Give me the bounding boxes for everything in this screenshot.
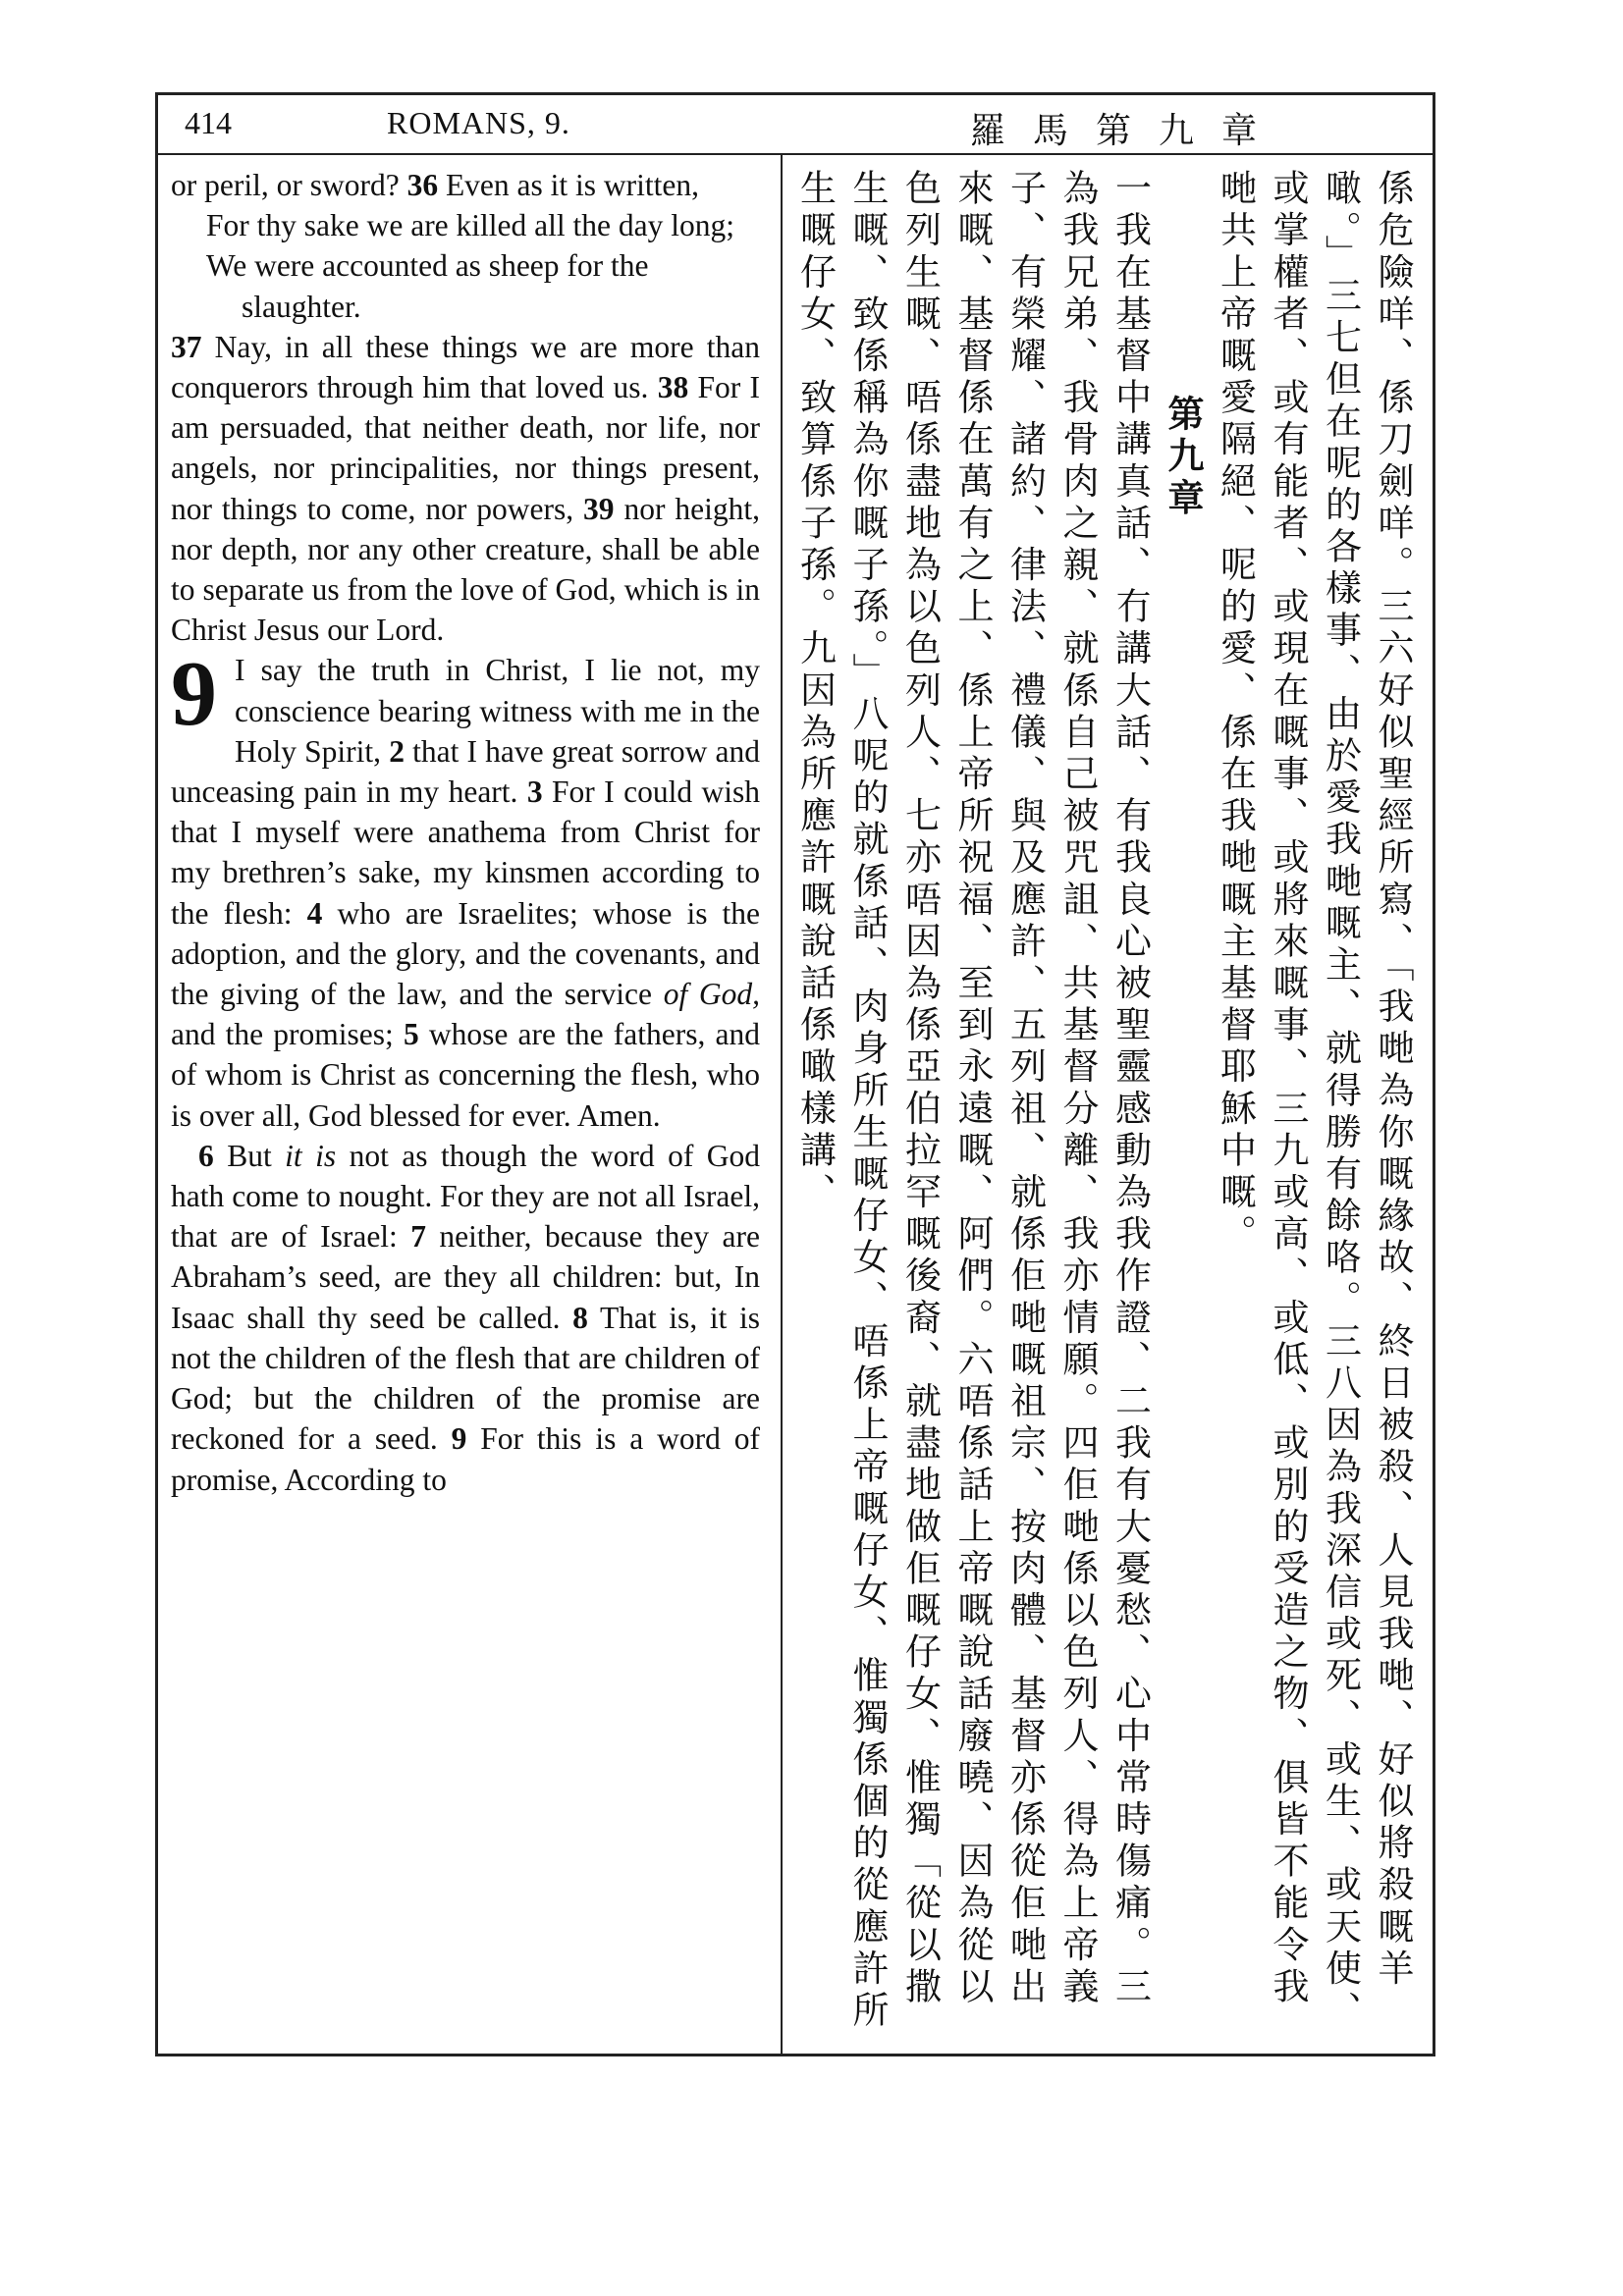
verse-number: 4 [306,895,323,931]
verse-number: 37 [171,329,202,364]
verse-number: 6 [198,1138,214,1173]
verse-paragraph: or peril, or sword? 36 Even as it is written, [171,168,700,202]
english-column [171,165,760,1500]
chapter-paragraph: 9 I say the truth in Christ, I lie not, my conscience bearing witness with me in the Holy Spirit, 2 that I have great sorrow and unceasing pain in my heart. 3 For I could wish that I myself were anathema from Christ for my brethren’s sake, my kinsmen according to the flesh: 4 who are Israelites; whose is the adoption, and the glory, and the covenants, and the giving of the law, and the service of God, and the promises; 5 whose are the fathers, and of whom is Christ as concerning the flesh, who is over all, God blessed for ever. Amen. [171,643,761,1133]
verse-number: 38 [657,370,689,405]
page-header [155,95,1433,152]
chinese-chapter-heading: 第九章 [1162,395,1204,520]
header-rule [155,153,1433,155]
chinese-running-title: 羅馬第九章 [970,111,1285,151]
chinese-verses-chapter-9: 一我在基督中講真話、冇講大話、有我良心被聖靈感動為我作證、二我有大憂愁、心中常時傷痛。三為我兄弟、我骨肉之親、就係自己被咒詛、共基督分離、我亦情願。四佢哋係以色列人、得為上帝義子、有榮耀、諸約、律法、禮儀、與及應許、五列祖、就係佢哋嘅祖宗、按肉體、基督亦係從佢哋出來嘅、基督係在萬有之上、係上帝所祝福、至到永遠嘅、阿們。六唔係話上帝嘅說話廢曉、因為從以色列生嘅、唔係盡地為以色列人、七亦唔因為係亞伯拉罕嘅後裔、就盡地做佢嘅仔女、惟獨「從以撒生嘅、致係稱為你嘅子孫。」八呢的就係話、肉身所生嘅仔女、唔係上帝嘅仔女、惟獨係個的從應許所生嘅仔女、致算係子孫。九因為所應許嘅說話係噉樣講、 [793,169,1152,2033]
verse-number: 8 [572,1300,588,1335]
chinese-verses-prev-chapter: 係危險咩、係刀劍咩。三六好似聖經所寫、「我哋為你嘅緣故、終日被殺、人見我哋、好似將殺嘅羊噉。」三七但在呢的各樣事、由於愛我哋嘅主、就得勝有餘咯。三八因為我深信或死、或生、或天使、或掌權者、或有能者、或現在嘅事、或將來嘅事、三九或高、或低、或別的受造之物、俱皆不能令我哋共上帝嘅愛隔絕、呢的愛、係在我哋嘅主基督耶穌中嘅。 [1214,169,1414,2033]
verse-number: 9 [451,1421,467,1457]
verse-number: 36 [406,168,439,202]
page-number: 414 [185,105,232,140]
column-divider [781,153,783,2054]
verse-number: 39 [583,491,615,526]
verse-number: 5 [403,1017,419,1052]
verse-paragraph: 37 Nay, in all these things we are more than conquerors through him that loved us. 38 For I am persuaded, that neither death, nor life, nor angels, nor principalities, nor things present, nor things to come, nor powers, 39 nor height, nor depth, nor any other creature, shall be able to separate us from the love of God, which is in Christ Jesus our Lord. [171,329,761,648]
running-title: ROMANS, 9. [387,105,570,140]
quotation-line: For thy sake we are killed all the day long; [206,208,734,243]
quotation-line: We were accounted as sheep for the slaughter. [206,248,649,324]
verse-paragraph: 6 But it is not as though the word of God hath come to nought. For they are not all Israel, that are of Israel: 7 neither, because they are Abraham’s seed, are they all children: but, In Isaac shall thy seed be called. 8 That is, it is not the children of the flesh that are children of God; but the children of the promise are reckoned for a seed. 9 For this is a word of promise, According to [171,1138,761,1497]
verse-number: 2 [389,733,405,769]
chapter-drop-cap: 9 [171,643,217,746]
verse-number: 7 [410,1219,426,1255]
chinese-column [793,169,1419,2034]
verse-number: 3 [526,774,543,810]
